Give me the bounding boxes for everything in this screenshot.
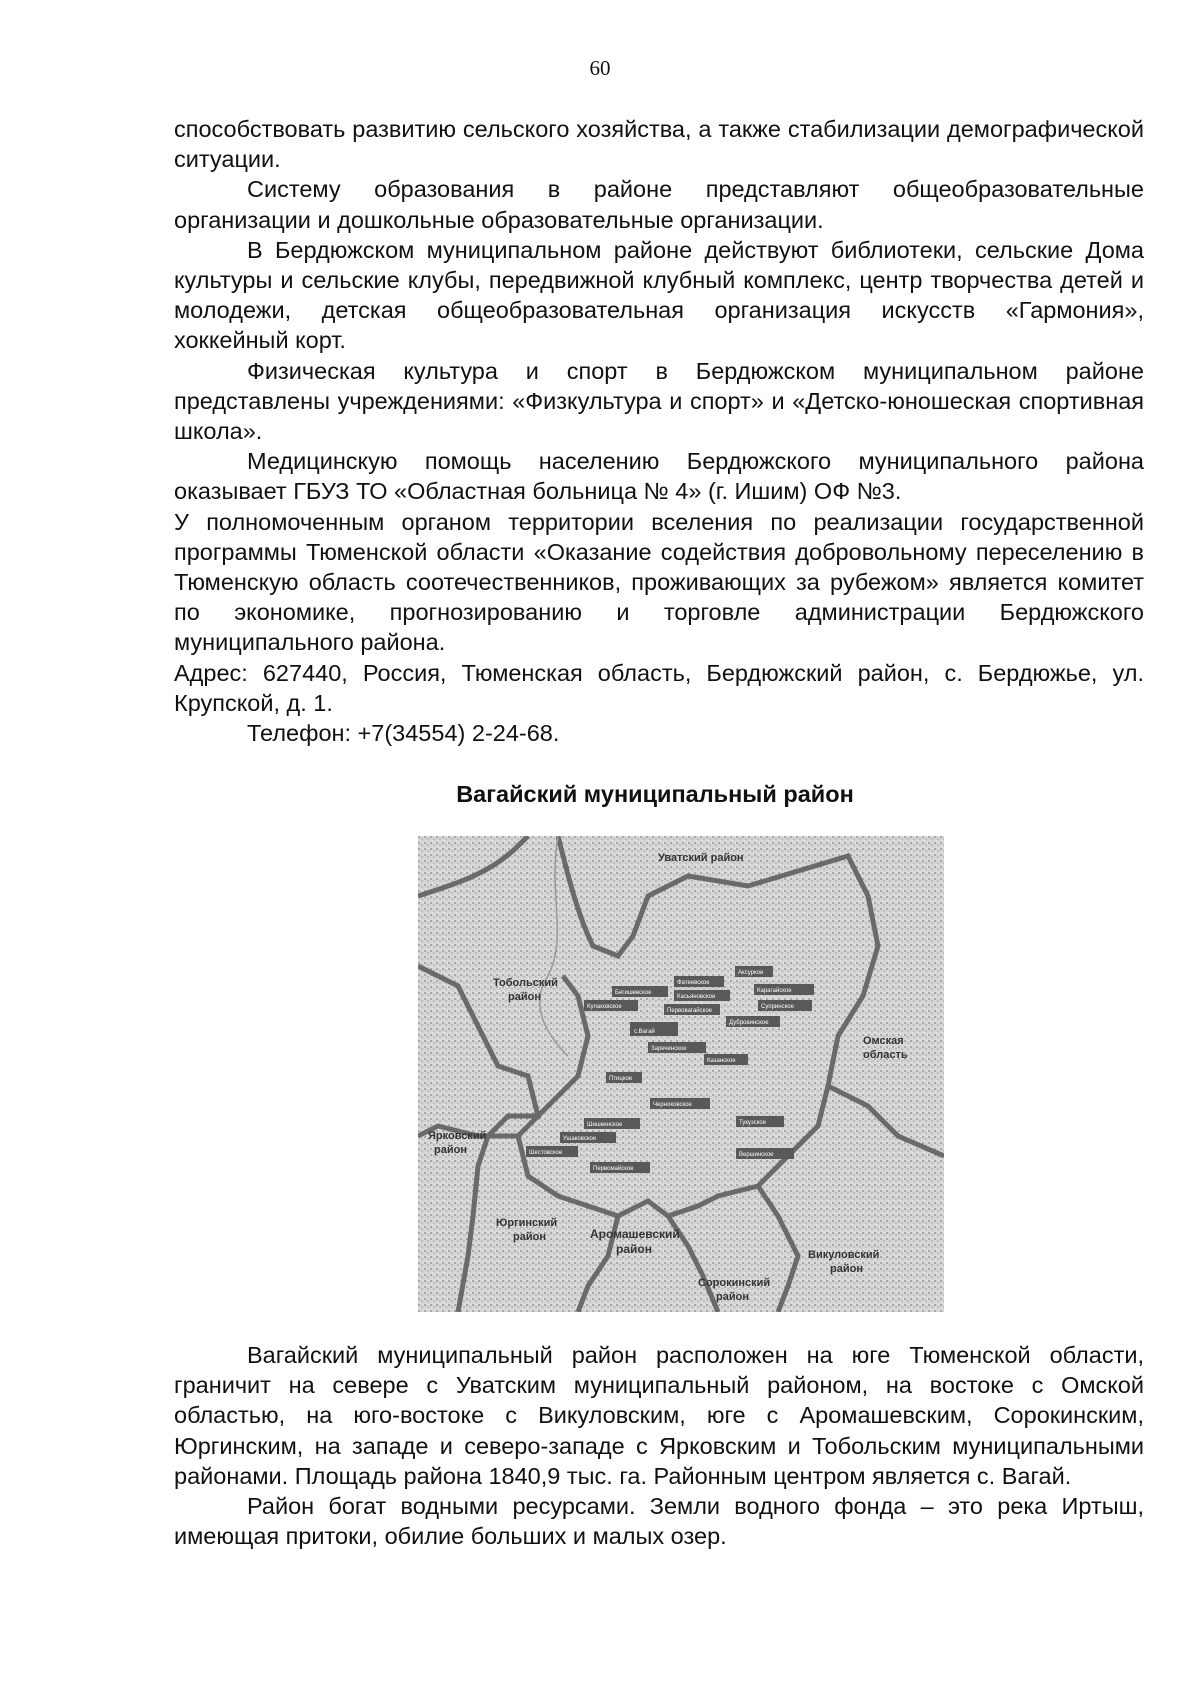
village-label: Кулаковское — [587, 1004, 622, 1010]
village-label: Бегишевское — [615, 990, 652, 996]
section-heading — [0, 781, 1200, 808]
label-yurga-1: Юргинский — [496, 1217, 558, 1229]
paragraph-8: Район богат водными ресурсами. Земли водного фонда – это река Иртыш, имеющая притоки, обилие больших и малых озер. — [174, 1493, 1144, 1550]
paragraph-5: Медицинскую помощь населению Бердюжского муниципального района оказывает ГБУЗ ТО «Областная больница № 4» (г. Ишим) ОФ №3. — [174, 448, 1144, 505]
top-text-block — [174, 114, 1144, 748]
label-vikulovo-1: Викуловский — [808, 1249, 880, 1261]
village-label: Касьяновское — [677, 994, 716, 1000]
village-label: Черноковское — [653, 1102, 692, 1108]
label-vikulovo-2: район — [830, 1263, 863, 1275]
address-paragraph: Адрес: 627440, Россия, Тюменская область, Бердюжский район, с. Бердюжье, ул. Крупской, д. 1. — [174, 659, 1144, 716]
village-label: Ушаковское — [563, 1136, 597, 1142]
village-label: Дубровинское — [729, 1020, 769, 1026]
village-label: Супринское — [761, 1004, 794, 1010]
village-label: Зареченское — [651, 1046, 687, 1052]
label-aromashevo-2: район — [616, 1242, 652, 1256]
paragraph-2: Систему образования в районе представляют общеобразовательные организации и дошкольные образовательные организации. — [174, 176, 1144, 233]
label-omsk-1: Омская — [863, 1035, 904, 1047]
village-center-label: с.Вагай — [634, 1029, 655, 1035]
village-label: Шишкинское — [587, 1122, 623, 1128]
village-label: Птицкое — [609, 1076, 633, 1082]
village-label: Первовагайское — [667, 1008, 713, 1014]
paragraph-6: У полномоченным органом территории вселения по реализации государственной программы Тюменской области «Оказание содействия добровольному переселению в Тюменскую область соотечественников, проживающих за рубежом» является комитет по экономике, прогнозированию и торговле администрации Бердюжского муниципального района. — [174, 508, 1144, 656]
label-uvat: Уватский район — [658, 852, 744, 864]
district-map-svg — [418, 836, 944, 1312]
map-background — [418, 836, 944, 1312]
phone-paragraph: Телефон: +7(34554) 2-24-68. — [247, 720, 560, 747]
section-heading-text: Вагайский муниципальный район — [456, 781, 854, 807]
label-tobolsk-1: Тобольский — [493, 977, 558, 989]
label-yarkovo-1: Ярковский — [428, 1130, 487, 1142]
label-omsk-2: область — [863, 1049, 908, 1061]
label-yurga-2: район — [513, 1231, 546, 1243]
paragraph-1: способствовать развитию сельского хозяйства, а также стабилизации демографической ситуации. — [174, 116, 1144, 173]
label-tobolsk-2: район — [508, 991, 541, 1003]
label-aromashevo-1: Аромашевский — [590, 1227, 680, 1241]
bottom-text-block — [174, 1340, 1144, 1551]
village-label: Фатеевское — [677, 980, 710, 986]
village-label: Первомайское — [593, 1166, 634, 1172]
label-yarkovo-2: район — [434, 1144, 467, 1156]
village-label: Карагайское — [757, 988, 792, 994]
village-label: Казанское — [707, 1058, 736, 1064]
village-label: Вершинское — [739, 1152, 774, 1158]
district-map — [418, 836, 944, 1312]
village-label: Аксуркое — [738, 970, 764, 976]
village-label: Шестовское — [529, 1150, 563, 1156]
paragraph-3: В Бердюжском муниципальном районе действуют библиотеки, сельские Дома культуры и сельские клубы, передвижной клубный комплекс, центр творчества детей и молодежи, детская общеобразовательная организация искусств «Гармония», хоккейный корт. — [174, 236, 1144, 354]
paragraph-4: Физическая культура и спорт в Бердюжском муниципальном районе представлены учреждениями: «Физкультура и спорт» и «Детско-юношеская спортивная школа». — [174, 357, 1144, 445]
page-number: 60 — [589, 56, 611, 80]
label-sorokino-1: Сорокинский — [698, 1277, 771, 1289]
paragraph-7: Вагайский муниципальный район расположен на юге Тюменской области, граничит на севере с Уватским муниципальный районом, на востоке с Омской областью, на юго-востоке с Викуловским, юге с Аромашевским, Сорокинским, Юргинским, на западе и северо-западе с Ярковским и Тобольским муниципальными районами. Площадь района 1840,9 тыс. га. Районным центром является с. Вагай. — [174, 1342, 1144, 1489]
label-sorokino-2: район — [716, 1291, 749, 1303]
village-label: Тукузское — [739, 1120, 767, 1126]
